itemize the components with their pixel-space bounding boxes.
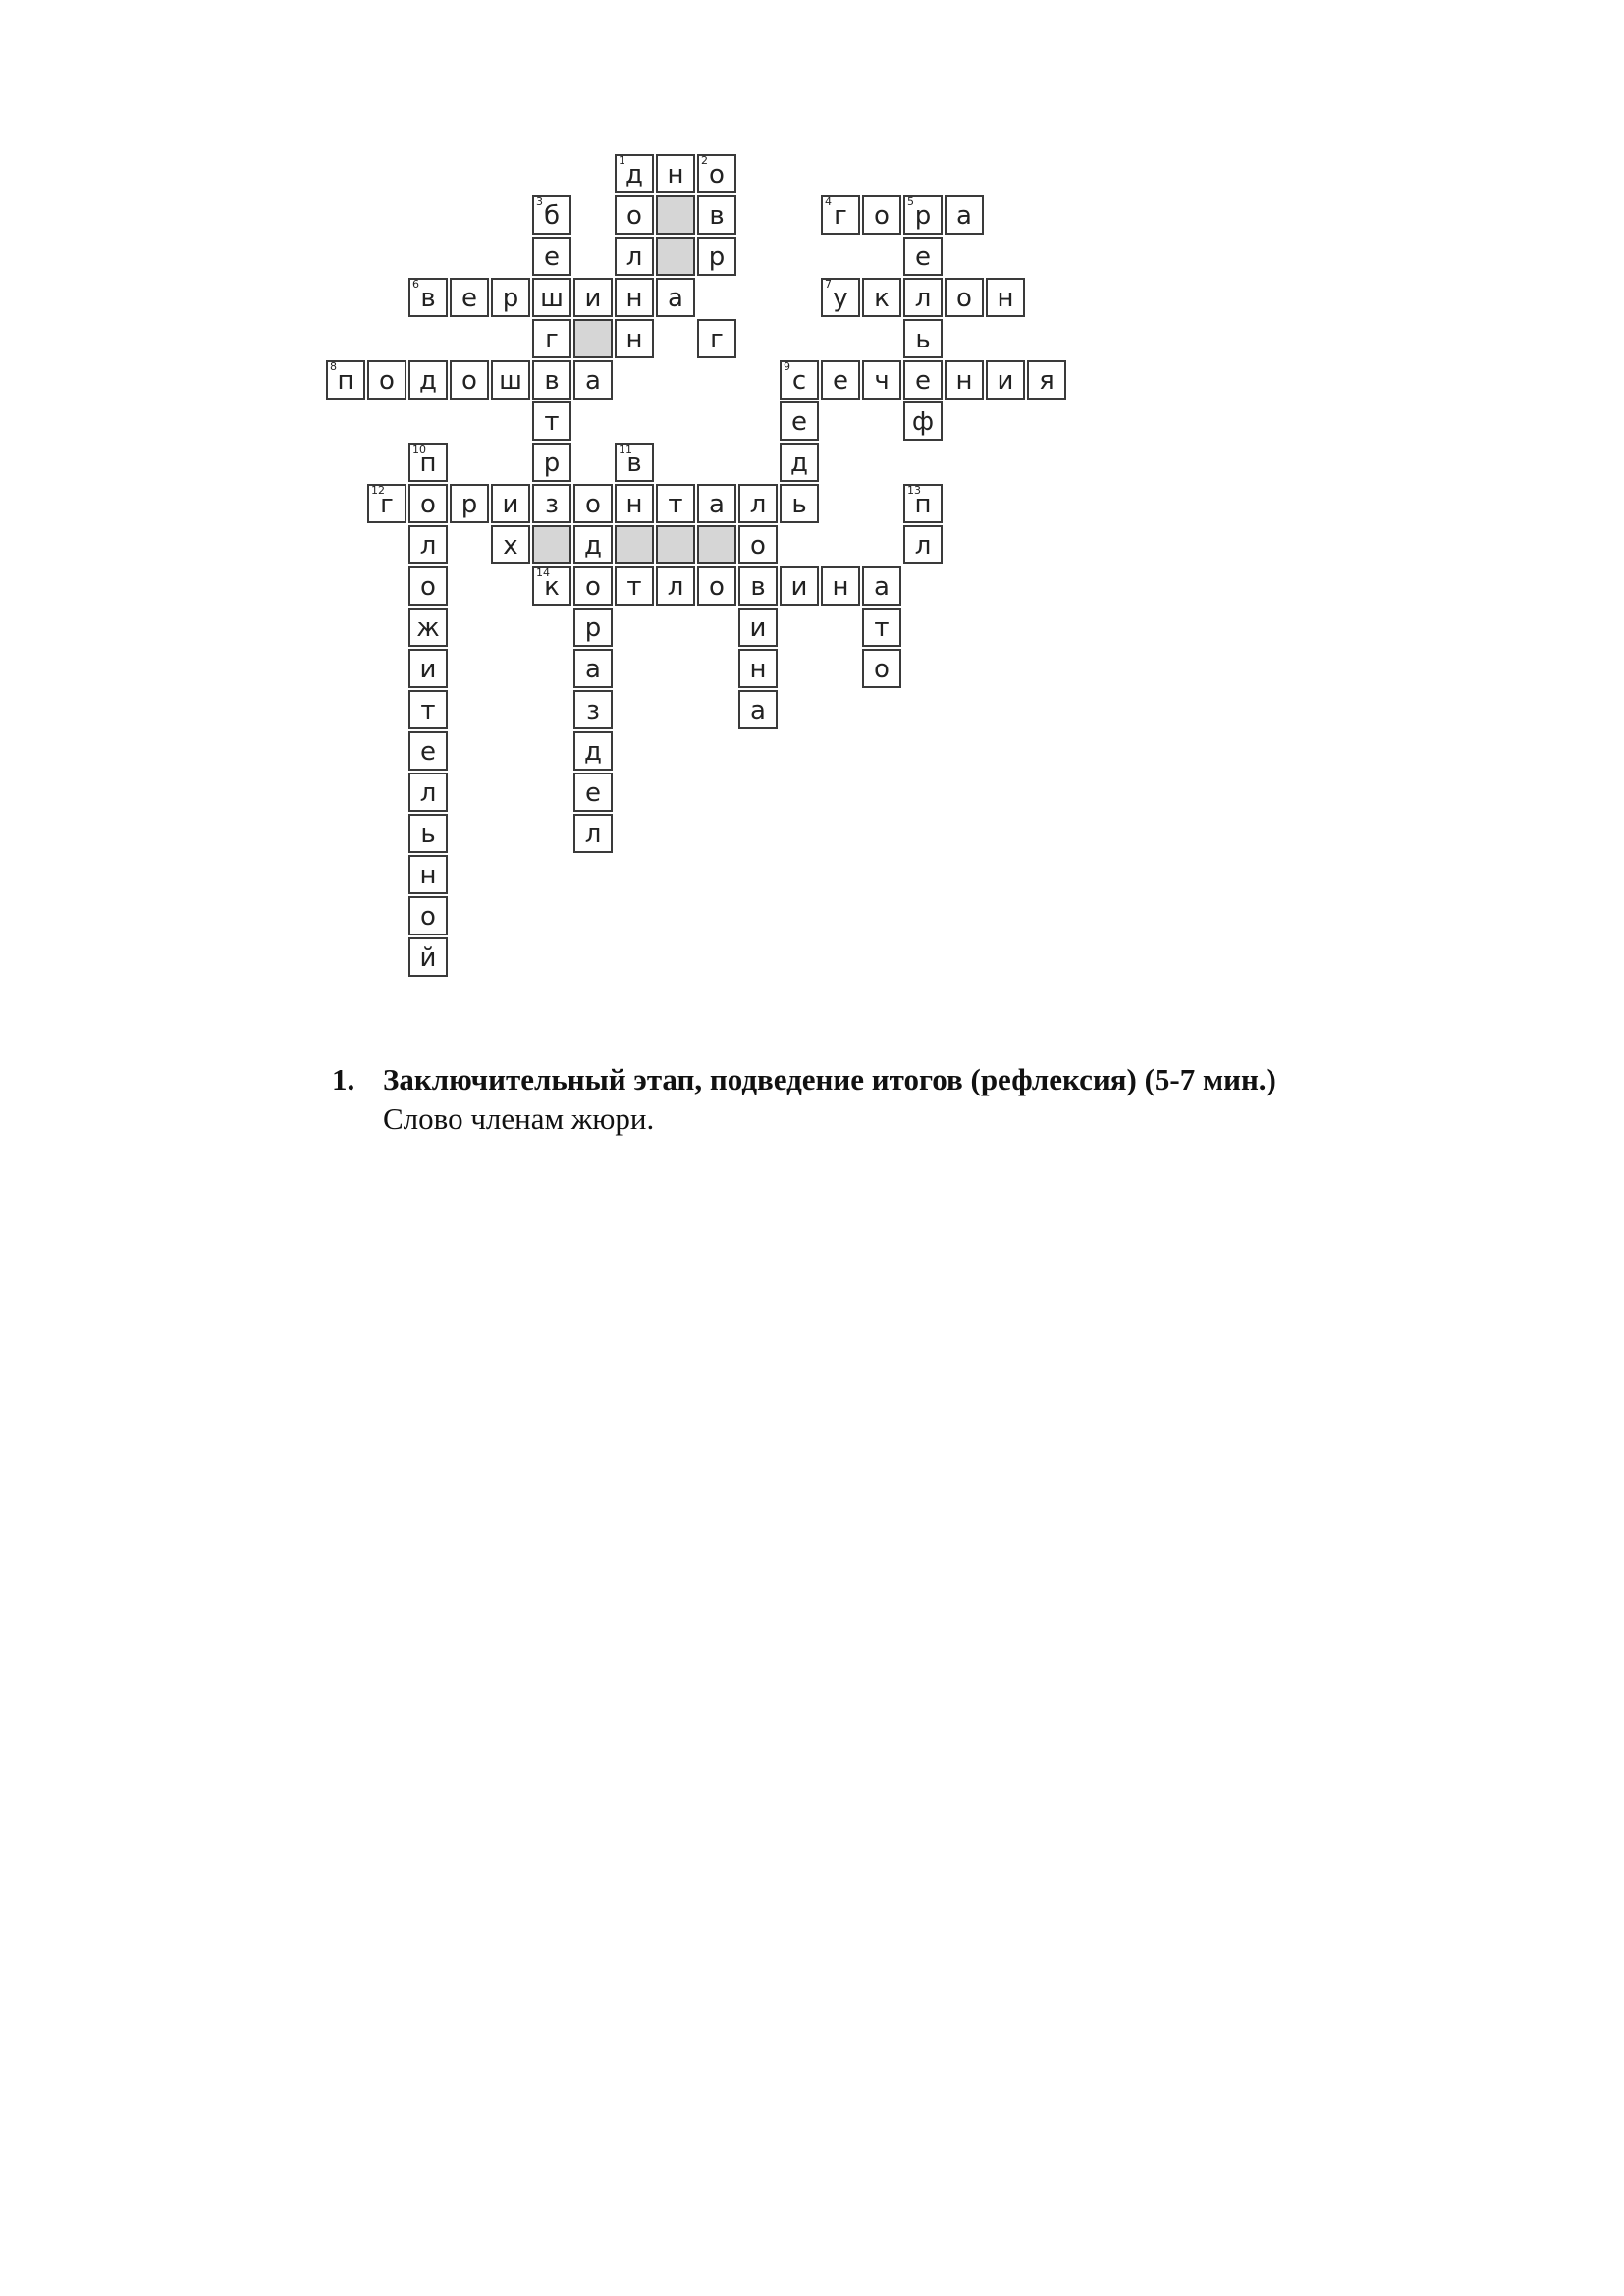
cell-letter: к (544, 572, 560, 602)
crossword-cell (408, 855, 448, 894)
crossword-cell (573, 690, 613, 729)
cell-letter: р (460, 490, 478, 519)
cell-letter: е (585, 778, 601, 808)
crossword-cell (615, 237, 654, 276)
crossword-cell-shaded (656, 195, 695, 235)
cell-letter: н (625, 284, 643, 313)
crossword-cell (656, 566, 695, 606)
crossword-cell (821, 195, 860, 235)
clue-number: 8 (330, 360, 337, 373)
cell-letter: н (667, 160, 684, 189)
crossword-grid (326, 154, 1055, 988)
cell-letter: а (585, 655, 601, 684)
crossword-cell (532, 566, 571, 606)
crossword-cell (573, 608, 613, 647)
crossword-cell (738, 525, 778, 564)
cell-letter: р (502, 284, 519, 313)
cell-letter: б (543, 201, 561, 231)
crossword-cell-shaded (697, 525, 736, 564)
crossword-cell (697, 195, 736, 235)
cell-letter: е (420, 737, 436, 767)
crossword-cell (615, 278, 654, 317)
crossword-cell (573, 278, 613, 317)
crossword-cell (573, 731, 613, 771)
cell-letter: е (833, 366, 848, 396)
cell-letter: н (625, 325, 643, 354)
crossword-cell (573, 360, 613, 400)
cell-letter: р (914, 201, 932, 231)
cell-letter: в (544, 366, 560, 396)
crossword-cell (532, 401, 571, 441)
cell-letter: у (833, 284, 848, 313)
crossword-cell (532, 443, 571, 482)
crossword-cell (780, 443, 819, 482)
crossword-cell (738, 484, 778, 523)
cell-letter: ш (540, 284, 564, 313)
cell-letter: ь (915, 325, 931, 354)
cell-letter: р (584, 614, 602, 643)
crossword-cell (697, 566, 736, 606)
cell-letter: п (419, 449, 437, 478)
cell-letter: л (749, 490, 767, 519)
cell-letter: о (709, 160, 725, 189)
cell-letter: д (625, 160, 643, 189)
crossword-cell (408, 608, 448, 647)
cell-letter: н (955, 366, 973, 396)
crossword-cell (573, 773, 613, 812)
crossword-cell (367, 360, 406, 400)
crossword-cell (903, 278, 943, 317)
crossword-cell (821, 360, 860, 400)
clue-number: 4 (825, 195, 832, 208)
crossword-cell (408, 649, 448, 688)
cell-letter: ф (911, 407, 935, 437)
crossword-cell (573, 525, 613, 564)
cell-letter: ж (416, 614, 440, 643)
cell-letter: о (956, 284, 972, 313)
section-heading-row (332, 1060, 1412, 1099)
cell-letter: з (586, 696, 600, 725)
crossword-cell (491, 278, 530, 317)
crossword-cell (326, 360, 365, 400)
clue-number: 7 (825, 278, 832, 291)
cell-letter: о (379, 366, 395, 396)
cell-letter: о (461, 366, 477, 396)
cell-letter: а (709, 490, 725, 519)
crossword-cell (532, 360, 571, 400)
cell-letter: и (790, 572, 808, 602)
clue-number: 3 (536, 195, 543, 208)
crossword-cell (1027, 360, 1066, 400)
cell-letter: а (585, 366, 601, 396)
crossword-cell (615, 443, 654, 482)
cell-letter: р (708, 242, 726, 272)
clue-number: 5 (907, 195, 914, 208)
cell-letter: ш (499, 366, 522, 396)
crossword-cell (573, 649, 613, 688)
cell-letter: н (625, 490, 643, 519)
crossword-cell (697, 319, 736, 358)
cell-letter: л (667, 572, 684, 602)
cell-letter: в (626, 449, 642, 478)
crossword-cell (780, 484, 819, 523)
clue-number: 12 (371, 484, 385, 497)
cell-letter: д (584, 531, 602, 561)
crossword-cell (903, 484, 943, 523)
cell-letter: л (419, 778, 437, 808)
cell-letter: е (461, 284, 477, 313)
cell-letter: ь (791, 490, 807, 519)
final-stage-section (332, 1060, 1412, 1139)
cell-letter: ь (420, 820, 436, 849)
crossword-cell (738, 649, 778, 688)
crossword-cell (615, 319, 654, 358)
cell-letter: а (668, 284, 683, 313)
cell-letter: и (419, 655, 437, 684)
cell-letter: а (956, 201, 972, 231)
crossword-cell (532, 237, 571, 276)
crossword-cell (615, 154, 654, 193)
crossword-cell (408, 278, 448, 317)
cell-letter: о (626, 201, 642, 231)
crossword-cell (862, 360, 901, 400)
crossword-cell (780, 566, 819, 606)
cell-letter: е (791, 407, 807, 437)
crossword-cell (862, 566, 901, 606)
crossword-cell (532, 195, 571, 235)
crossword-cell (408, 360, 448, 400)
cell-letter: о (874, 201, 890, 231)
cell-letter: л (625, 242, 643, 272)
cell-letter: п (914, 490, 932, 519)
crossword-cell-shaded (532, 525, 571, 564)
cell-letter: х (503, 531, 518, 561)
crossword-cell (491, 525, 530, 564)
crossword-cell (945, 195, 984, 235)
crossword-cell (532, 278, 571, 317)
cell-letter: о (585, 490, 601, 519)
crossword-cell (532, 319, 571, 358)
crossword-cell (367, 484, 406, 523)
crossword-cell (532, 484, 571, 523)
crossword-cell (986, 278, 1025, 317)
crossword-cell (408, 484, 448, 523)
cell-letter: т (544, 407, 560, 437)
cell-letter: т (874, 614, 890, 643)
crossword-cell (903, 237, 943, 276)
crossword-cell-shaded (573, 319, 613, 358)
crossword-cell (491, 360, 530, 400)
cell-letter: п (337, 366, 354, 396)
cell-letter: о (420, 572, 436, 602)
crossword-cell (656, 278, 695, 317)
cell-letter: о (874, 655, 890, 684)
section-heading: Заключительный этап, подведение итогов (рефлексия) (5-7 мин.) (383, 1062, 1276, 1096)
crossword-cell (903, 401, 943, 441)
crossword-cell (986, 360, 1025, 400)
crossword-cell (945, 278, 984, 317)
cell-letter: н (832, 572, 849, 602)
cell-letter: и (749, 614, 767, 643)
cell-letter: о (709, 572, 725, 602)
crossword-cell (945, 360, 984, 400)
cell-letter: в (709, 201, 725, 231)
crossword-cell (573, 566, 613, 606)
cell-letter: н (419, 861, 437, 890)
crossword-cell (697, 237, 736, 276)
cell-letter: и (502, 490, 519, 519)
crossword-cell (408, 690, 448, 729)
clue-number: 11 (619, 443, 632, 455)
cell-letter: в (750, 572, 766, 602)
crossword-cell (738, 690, 778, 729)
section-body-text: Слово членам жюри. (383, 1101, 655, 1136)
cell-letter: к (874, 284, 890, 313)
cell-letter: я (1039, 366, 1055, 396)
crossword-cell (862, 649, 901, 688)
cell-letter: л (419, 531, 437, 561)
cell-letter: о (750, 531, 766, 561)
crossword-cell (656, 484, 695, 523)
cell-letter: з (545, 490, 559, 519)
crossword-cell (450, 360, 489, 400)
cell-letter: ч (874, 366, 890, 396)
cell-letter: е (915, 366, 931, 396)
crossword-cell (408, 937, 448, 977)
crossword-cell (408, 566, 448, 606)
cell-letter: е (915, 242, 931, 272)
cell-letter: д (584, 737, 602, 767)
crossword-cell (450, 278, 489, 317)
crossword-cell-shaded (615, 525, 654, 564)
cell-letter: р (543, 449, 561, 478)
cell-letter: и (584, 284, 602, 313)
crossword-cell (903, 360, 943, 400)
cell-letter: л (584, 820, 602, 849)
crossword-cell (615, 484, 654, 523)
crossword-cell (450, 484, 489, 523)
clue-number: 2 (701, 154, 708, 167)
crossword-cell (408, 896, 448, 935)
cell-letter: т (420, 696, 436, 725)
cell-letter: г (380, 490, 394, 519)
crossword-cell (862, 195, 901, 235)
cell-letter: о (420, 490, 436, 519)
cell-letter: е (544, 242, 560, 272)
crossword-cell (697, 484, 736, 523)
crossword-cell (408, 773, 448, 812)
crossword-cell (573, 814, 613, 853)
crossword-cell (821, 566, 860, 606)
cell-letter: т (668, 490, 683, 519)
list-number: 1. (332, 1062, 355, 1096)
crossword-cell (862, 278, 901, 317)
cell-letter: в (420, 284, 436, 313)
crossword-cell (408, 731, 448, 771)
crossword-cell (573, 484, 613, 523)
clue-number: 6 (412, 278, 419, 291)
clue-number: 1 (619, 154, 625, 167)
cell-letter: л (914, 531, 932, 561)
cell-letter: о (420, 902, 436, 932)
clue-number: 14 (536, 566, 550, 579)
crossword-cell (408, 525, 448, 564)
crossword-cell (697, 154, 736, 193)
crossword-cell (821, 278, 860, 317)
clue-number: 9 (784, 360, 790, 373)
crossword-cell (615, 566, 654, 606)
clue-number: 13 (907, 484, 921, 497)
cell-letter: с (791, 366, 807, 396)
crossword-cell (903, 319, 943, 358)
cell-letter: л (914, 284, 932, 313)
crossword-cell (491, 484, 530, 523)
cell-letter: н (997, 284, 1014, 313)
cell-letter: г (545, 325, 559, 354)
crossword-cell-shaded (656, 525, 695, 564)
crossword-cell (615, 195, 654, 235)
clue-number: 10 (412, 443, 426, 455)
crossword-cell (738, 566, 778, 606)
crossword-cell (408, 443, 448, 482)
cell-letter: а (874, 572, 890, 602)
crossword-cell (408, 814, 448, 853)
crossword-cell (656, 154, 695, 193)
cell-letter: й (419, 943, 437, 973)
cell-letter: а (750, 696, 766, 725)
cell-letter: г (834, 201, 847, 231)
cell-letter: д (419, 366, 437, 396)
crossword-cell (903, 195, 943, 235)
crossword-cell (738, 608, 778, 647)
crossword-cell (780, 360, 819, 400)
crossword-cell (862, 608, 901, 647)
cell-letter: г (710, 325, 724, 354)
crossword-cell-shaded (656, 237, 695, 276)
cell-letter: о (585, 572, 601, 602)
cell-letter: и (997, 366, 1014, 396)
crossword-cell (903, 525, 943, 564)
cell-letter: д (790, 449, 808, 478)
cell-letter: т (626, 572, 642, 602)
cell-letter: н (749, 655, 767, 684)
crossword-cell (780, 401, 819, 441)
